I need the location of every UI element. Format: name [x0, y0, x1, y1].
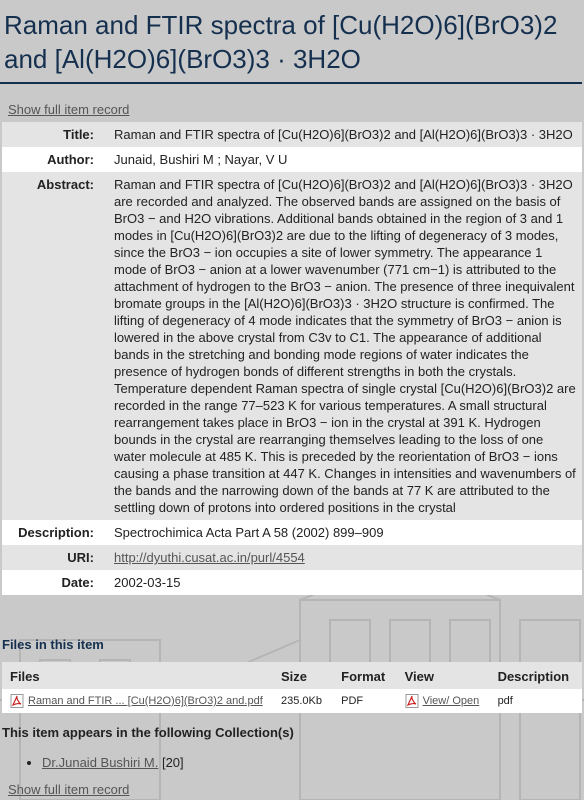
file-row: [2, 689, 582, 713]
metadata-row: [2, 545, 582, 570]
metadata-label: Title:: [2, 122, 108, 147]
collections-title: This item appears in the following Collection(s): [2, 725, 294, 740]
metadata-label: Date:: [2, 570, 108, 595]
collection-link[interactable]: Dr.Junaid Bushiri M.: [42, 755, 159, 770]
file-description: pdf: [490, 689, 582, 713]
metadata-row: [2, 172, 582, 520]
files-column-header: Size: [273, 662, 333, 689]
show-full-record-link[interactable]: Show full item record: [8, 102, 130, 117]
metadata-label: URI:: [2, 545, 108, 570]
files-column-header: View: [397, 662, 490, 689]
metadata-value: Raman and FTIR spectra of [Cu(H2O)6](BrO3)2 and [Al(H2O)6](BrO3)3 · 3H2O are recorded and analyzed. The observed bands are assigned on the basis of BrO3 − and H2O vibrations. Additional bands obtained in the region of 3 and 1 modes in [Cu(H2O)6](BrO3)2 are due to the lifting of degeneracy of 3 modes, since the BrO3 − ion occupies a site of lower symmetry. The appearance 1 mode of BrO3 − anion at a lower wavenumber (771 cm−1) is attributed to the attachment of hydrogen to the BrO3 − anion. The presence of three inequivalent bromate groups in the [Al(H2O)6](BrO3)3 · 3H2O structure is confirmed. The lifting of degeneracy of 4 mode indicates that the symmetry of BrO3 − anion is lowered in the above crystal from C3v to C1. The appearance of additional bands in the stretching and bonding mode regions of water indicates the presence of hydrogen bonds of different strengths in both the crystals. Temperature dependent Raman spectra of single crystal [Cu(H2O)6](BrO3)2 are recorded in the range 77–523 K for various temperatures. A small structural rearrangement takes place in BrO3 − ion in the crystal at 391 K. Hydrogen bounds in the crystal are rearranging themselves leading to the loss of one water molecule at 485 K. This is preceded by the reorientation of BrO3 − ions causing a phase transition at 447 K. Changes in intensities and wavenumbers of the bands and the narrowing down of the bands at 77 K are attributed to the settling down of protons into ordered positions in the crystal: [108, 172, 582, 520]
file-format: PDF: [333, 689, 396, 713]
files-section-title: Files in this item: [2, 637, 104, 652]
uri-link[interactable]: http://dyuthi.cusat.ac.in/purl/4554: [114, 550, 305, 565]
show-full-record-link-bottom[interactable]: Show full item record: [8, 782, 130, 797]
view-open-link[interactable]: View/ Open: [422, 695, 480, 707]
page-title: Raman and FTIR spectra of [Cu(H2O)6](BrO3)2 and [Al(H2O)6](BrO3)3 · 3H2O: [0, 0, 582, 84]
pdf-file-icon: [405, 694, 419, 708]
file-name-cell: [2, 689, 273, 713]
metadata-row: [2, 570, 582, 595]
metadata-table: [2, 122, 582, 595]
metadata-row: [2, 520, 582, 545]
metadata-value: Spectrochimica Acta Part A 58 (2002) 899–909: [108, 520, 582, 545]
files-column-header: Format: [333, 662, 396, 689]
files-table: [2, 662, 582, 713]
metadata-value: 2002-03-15: [108, 570, 582, 595]
metadata-value: Junaid, Bushiri M ; Nayar, V U: [108, 147, 582, 172]
metadata-label: Description:: [2, 520, 108, 545]
metadata-value-cell: [108, 545, 582, 570]
metadata-row: [2, 122, 582, 147]
file-view-cell: [397, 689, 490, 713]
file-download-link[interactable]: Raman and FTIR ... [Cu(H2O)6](BrO3)2 and.pdf: [28, 695, 263, 707]
files-column-header: Description: [490, 662, 582, 689]
collection-item: [42, 754, 584, 772]
metadata-row: [2, 147, 582, 172]
metadata-label: Author:: [2, 147, 108, 172]
metadata-label: Abstract:: [2, 172, 108, 520]
pdf-file-icon: [10, 694, 24, 708]
file-size: 235.0Kb: [273, 689, 333, 713]
files-column-header: Files: [2, 662, 273, 689]
collection-count: [20]: [161, 755, 184, 770]
metadata-value: Raman and FTIR spectra of [Cu(H2O)6](BrO3)2 and [Al(H2O)6](BrO3)3 · 3H2O: [108, 122, 582, 147]
collections-list: [0, 754, 584, 772]
